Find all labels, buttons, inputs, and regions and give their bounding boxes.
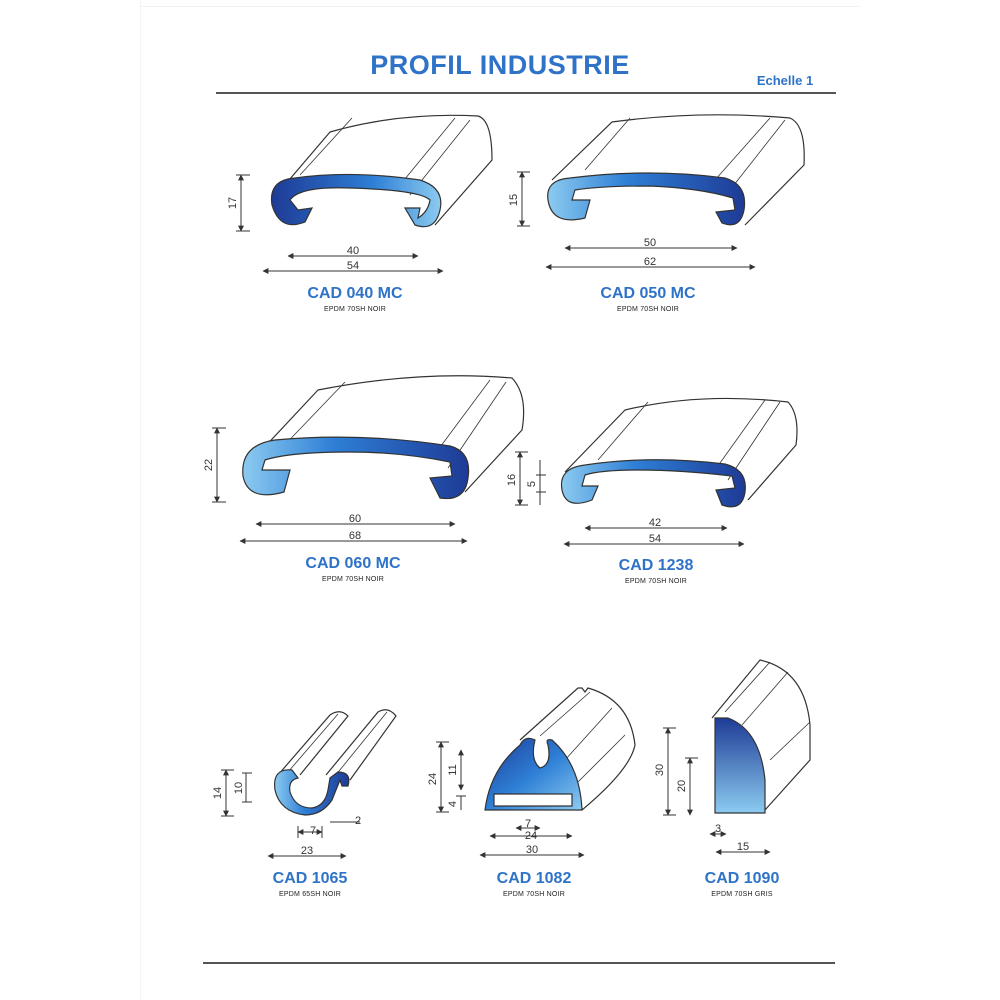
- dimension-lower: 4: [447, 800, 459, 808]
- dimension-outer: 23: [300, 845, 314, 857]
- product-material: EPDM 70SH NOIR: [322, 576, 384, 583]
- product-name: CAD 1082: [496, 870, 572, 887]
- dimension-height: 24: [427, 772, 439, 786]
- dimension-height: 17: [227, 196, 239, 210]
- dimension-height: 14: [212, 786, 224, 800]
- product-material: EPDM 65SH NOIR: [279, 891, 341, 898]
- dimension-outer: 30: [525, 844, 539, 856]
- dimension-inner: 40: [346, 245, 360, 257]
- dimension-outer: 15: [736, 841, 750, 853]
- dimension-gap: 7: [524, 818, 532, 830]
- product-name: CAD 1065: [272, 870, 348, 887]
- dimension-outer: 68: [348, 530, 362, 542]
- dimension-height: 15: [508, 193, 520, 207]
- product-material: EPDM 70SH NOIR: [617, 306, 679, 313]
- scale-label: Echelle 1: [756, 73, 814, 88]
- product-name: CAD 040 MC: [307, 285, 403, 302]
- dimension-inner: 24: [524, 830, 538, 842]
- product-name: CAD 050 MC: [600, 285, 696, 302]
- dimension-inner: 42: [648, 517, 662, 529]
- dimension-lip: 2: [354, 815, 362, 827]
- dimension-inner: 50: [643, 237, 657, 249]
- product-material: EPDM 70SH GRIS: [711, 891, 773, 898]
- dimension-inner-height: 20: [676, 779, 688, 793]
- product-name: CAD 060 MC: [305, 555, 401, 572]
- profile-cad-1090: [712, 660, 810, 813]
- product-material: EPDM 70SH NOIR: [324, 306, 386, 313]
- profile-cad-1065: [275, 710, 396, 815]
- dimension-outer: 54: [346, 260, 360, 272]
- product-name: CAD 1090: [704, 870, 780, 887]
- profile-cad-1082: [485, 688, 635, 810]
- profile-cad-060-mc: [243, 376, 524, 499]
- dimension-inner: 60: [348, 513, 362, 525]
- dimension-outer: 62: [643, 256, 657, 268]
- dimension-lip: 3: [714, 823, 722, 835]
- dimension-height: 30: [654, 763, 666, 777]
- dimension-gap: 7: [309, 825, 317, 837]
- product-name: CAD 1238: [618, 557, 694, 574]
- dimension-inner-height: 5: [526, 480, 538, 488]
- product-material: EPDM 70SH NOIR: [625, 578, 687, 585]
- dimension-height: 22: [203, 458, 215, 472]
- page-title: PROFIL INDUSTRIE: [370, 50, 630, 80]
- profile-cad-050-mc: [548, 115, 805, 225]
- dimension-inner-height: 10: [233, 781, 245, 795]
- profile-cad-040-mc: [271, 115, 492, 226]
- product-material: EPDM 70SH NOIR: [503, 891, 565, 898]
- dimension-outer: 54: [648, 533, 662, 545]
- profile-cad-1238: [561, 398, 797, 506]
- dimension-upper: 11: [447, 764, 459, 776]
- dimension-height: 16: [506, 473, 518, 487]
